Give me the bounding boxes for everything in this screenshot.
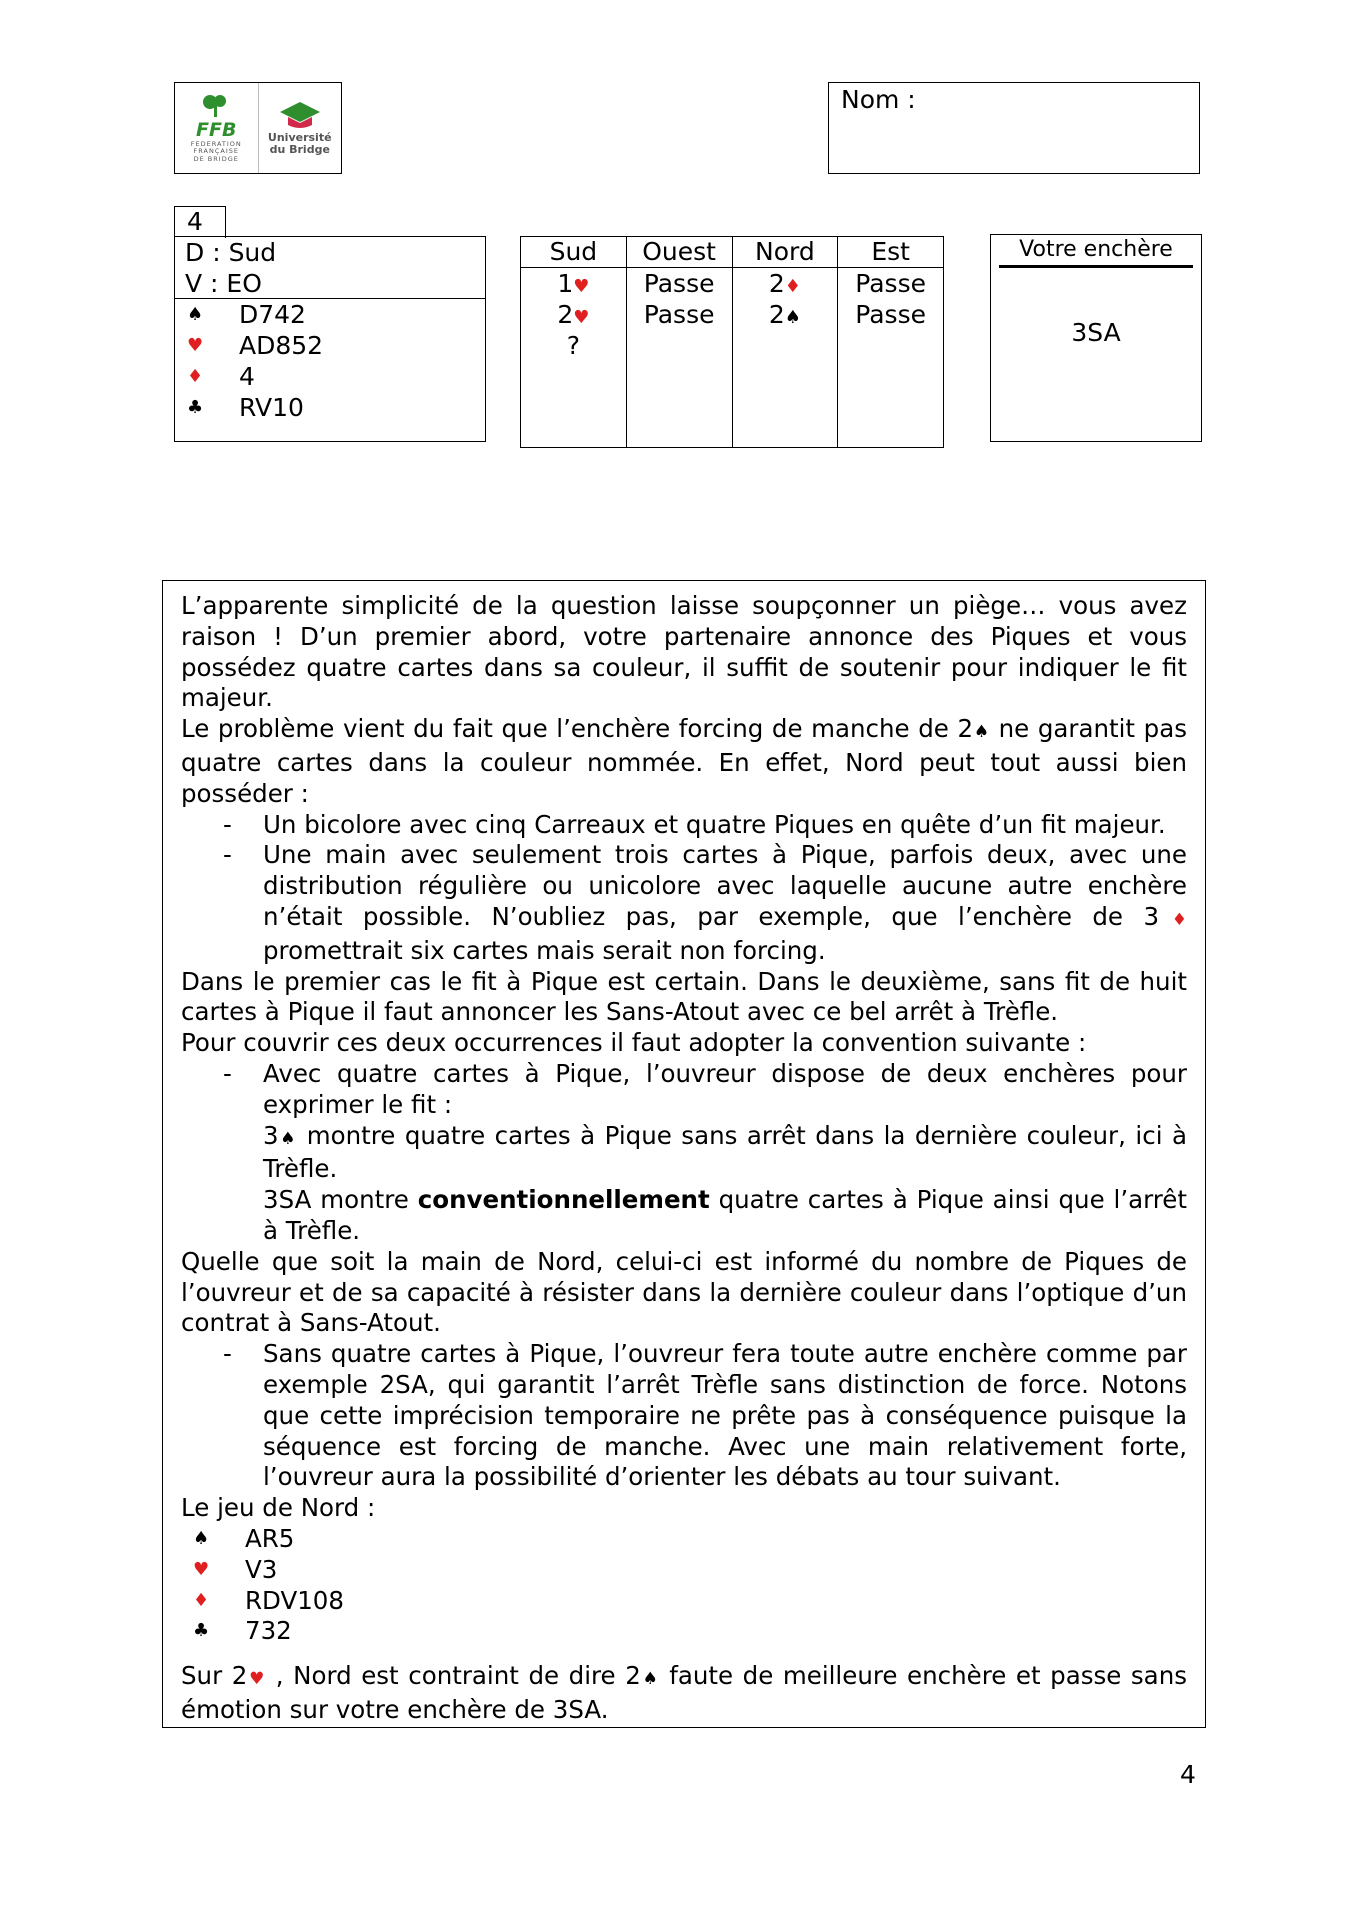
bid: Passe xyxy=(643,300,715,329)
column-ouest xyxy=(626,268,732,448)
ffb-text: FFB xyxy=(196,118,237,141)
universite-logo xyxy=(258,83,342,173)
diamond-icon: ♦ xyxy=(1159,909,1187,930)
south-hand xyxy=(174,236,486,442)
ub-line-1: Université xyxy=(267,131,332,144)
your-bid-box xyxy=(990,234,1202,442)
hand-cards: RV10 xyxy=(239,393,304,422)
paragraph: Pour couvrir ces deux occurrences il faut adopter la convention suivante : xyxy=(181,1028,1087,1058)
name-field[interactable] xyxy=(828,82,1200,174)
list-item: - Avec quatre cartes à Pique, l’ouvreur dispose de deux enchères pour exprimer le fit : xyxy=(223,1058,1187,1119)
paragraph: L’apparente simplicité de la question laisse soupçonner un piège… vous avez raison ! D’un premier abord, votre partenaire annonce des Piques et vous possédez quatre cartes dans sa couleur, il suffit de soutenir pour indiquer le fit majeur. xyxy=(181,591,1187,713)
nord-row-hearts xyxy=(181,1555,1187,1586)
bid: Passe xyxy=(855,300,926,329)
spade-icon: ♠ xyxy=(640,1669,660,1690)
diamond-icon: ♦ xyxy=(784,276,801,297)
header-est: Est xyxy=(838,237,944,268)
heart-icon: ♥ xyxy=(573,307,590,328)
paragraph: Quelle que soit la main de Nord, celui-ci est informé du nombre de Piques de l’ouvreur et de sa capacité à résister dans la dernière couleur dans l’optique d’un contrat à Sans-Atout. xyxy=(181,1246,1187,1338)
your-bid-label: Votre enchère xyxy=(999,235,1193,268)
heart-icon: ♥ xyxy=(247,1669,267,1690)
bid: 2♥ xyxy=(557,300,590,329)
dealer: D : Sud xyxy=(185,238,277,267)
emphasis: conventionnellement xyxy=(417,1185,710,1215)
vulnerability: V : EO xyxy=(185,269,262,298)
name-label: Nom : xyxy=(841,85,916,114)
spade-icon: ♠ xyxy=(278,1128,298,1149)
column-est xyxy=(838,268,944,448)
paragraph: Dans le premier cas le fit à Pique est certain. Dans le deuxième, sans fit de huit cartes à Pique il faut annoncer les Sans-Atout avec ce bel arrêt à Trèfle. xyxy=(181,966,1187,1027)
logo xyxy=(174,82,342,174)
spade-icon: ♠ xyxy=(187,304,204,325)
column-nord xyxy=(732,268,838,448)
nord-row-diamonds xyxy=(181,1586,1187,1617)
hand-row-spades xyxy=(175,299,485,330)
bidding-table xyxy=(520,236,944,448)
nord-cards: V3 xyxy=(245,1554,278,1584)
header-sud: Sud xyxy=(521,237,627,268)
page-number: 4 xyxy=(1180,1760,1196,1789)
diamond-icon: ♦ xyxy=(187,366,204,387)
list-item: - Une main avec seulement trois cartes à Pique, parfois deux, avec une distribution régulière ou unicolore avec laquelle aucune autre enchère n’était possible. N’oubliez pas, par exemple, que l’enchère de 3♦ promettrait six cartes mais serait non forcing. xyxy=(223,840,1187,965)
indented-item: 3♠ montre quatre cartes à Pique sans arrêt dans la dernière couleur, ici à Trèfle. xyxy=(263,1120,1187,1184)
hand-cards: 4 xyxy=(239,362,255,391)
spade-icon: ♠ xyxy=(973,722,990,743)
nord-row-clubs xyxy=(181,1616,1187,1647)
graduation-cap-icon xyxy=(278,100,322,132)
header-nord: Nord xyxy=(732,237,838,268)
bid: 2♦ xyxy=(768,269,801,298)
hand-row-diamonds xyxy=(175,361,485,392)
bid: 1♥ xyxy=(557,269,590,298)
bid: 2♠ xyxy=(768,300,801,329)
paragraph: Le problème vient du fait que l’enchère forcing de manche de 2♠ ne garantit pas quatre cartes dans la couleur nommée. En effet, Nord peut tout aussi bien posséder : xyxy=(181,714,1187,808)
header-ouest: Ouest xyxy=(626,237,732,268)
heart-icon: ♥ xyxy=(573,276,590,297)
nord-cards: 732 xyxy=(245,1616,292,1646)
column-sud xyxy=(521,268,627,448)
spade-icon: ♠ xyxy=(193,1527,210,1549)
explanation-box xyxy=(162,580,1206,1728)
diamond-icon: ♦ xyxy=(193,1589,210,1611)
hand-row-clubs xyxy=(175,392,485,423)
bid: Passe xyxy=(643,269,715,298)
hand-row-hearts xyxy=(175,330,485,361)
ub-line-2: du Bridge xyxy=(269,143,330,156)
ffb-sub-2: FRANÇAISE xyxy=(193,147,239,156)
heart-icon: ♥ xyxy=(187,335,204,356)
bid-question: ? xyxy=(566,331,581,360)
deal-info xyxy=(175,237,485,299)
ffb-sub-1: FEDERATION xyxy=(190,139,242,148)
indented-item: 3SA montre conventionnellement quatre cartes à Pique ainsi que l’arrêt à Trèfle. xyxy=(263,1185,1187,1245)
bid: Passe xyxy=(855,269,926,298)
club-icon: ♣ xyxy=(187,397,204,418)
nord-cards: RDV108 xyxy=(245,1585,344,1615)
hand-cards: AD852 xyxy=(239,331,324,360)
ffb-logo xyxy=(175,83,258,173)
heart-icon: ♥ xyxy=(193,1558,210,1580)
hand-cards: D742 xyxy=(239,300,306,329)
list-item: - Sans quatre cartes à Pique, l’ouvreur fera toute autre enchère comme par exemple 2SA, qui garantit l’arrêt Trèfle sans distinction de force. Notons que cette imprécision temporaire ne prête pas à conséquence puisque la séquence est forcing de manche. Avec une main relativement forte, l’ouvreur aura la possibilité d’orienter les débats au tour suivant. xyxy=(223,1339,1187,1492)
nord-row-spades xyxy=(181,1524,1187,1555)
list-item: - Un bicolore avec cinq Carreaux et quatre Piques en quête d’un fit majeur. xyxy=(223,809,1166,839)
paragraph: Sur 2♥ , Nord est contraint de dire 2♠ faute de meilleure enchère et passe sans émotion sur votre enchère de 3SA. xyxy=(181,1661,1187,1724)
board-number: 4 xyxy=(174,206,226,238)
nord-hand-title: Le jeu de Nord : xyxy=(181,1493,376,1523)
your-bid-value: 3SA xyxy=(1071,318,1121,347)
club-icon: ♣ xyxy=(193,1620,210,1642)
spade-icon: ♠ xyxy=(784,307,801,328)
nord-cards: AR5 xyxy=(245,1523,295,1553)
ffb-tree-icon xyxy=(201,93,231,119)
ffb-sub-3: DE BRIDGE xyxy=(193,154,239,163)
